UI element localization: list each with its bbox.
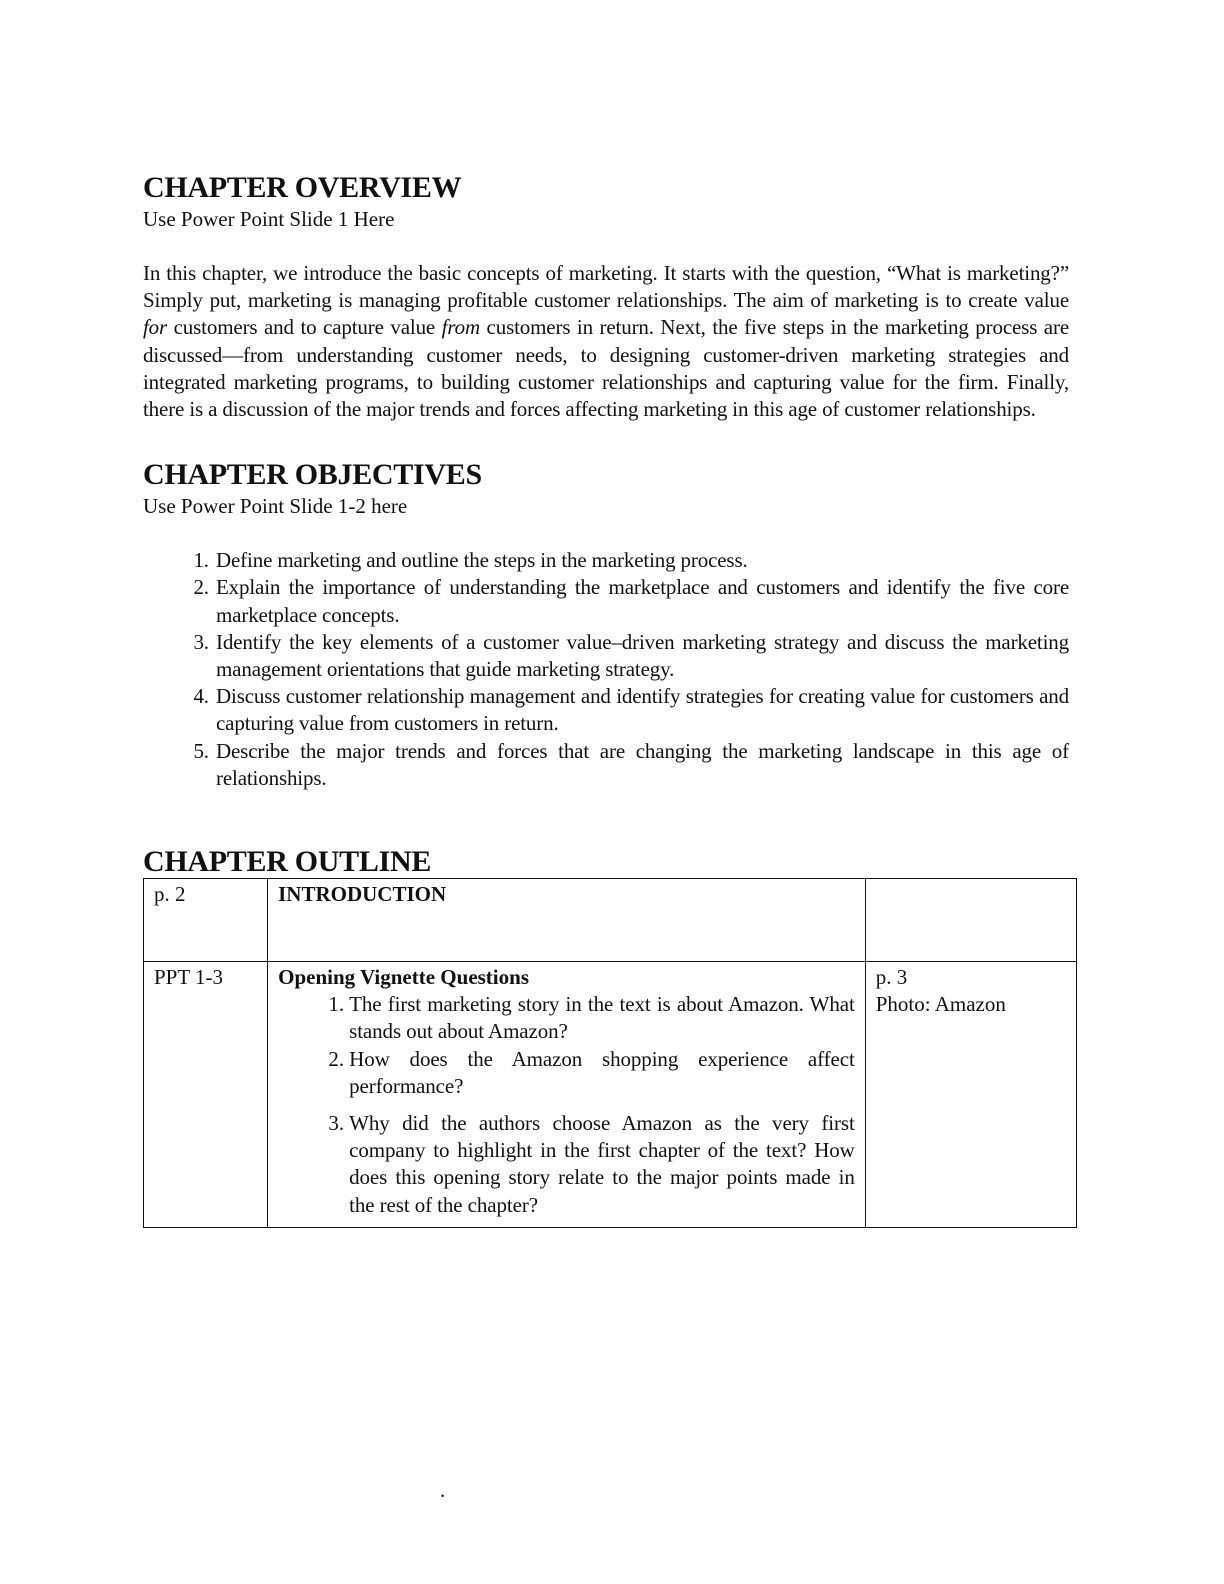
table-row: [144, 962, 1077, 1228]
vignette-heading: Opening Vignette Questions: [278, 965, 529, 990]
overview-text-2: customers and to capture value: [167, 315, 442, 340]
outline-title: CHAPTER OUTLINE: [143, 845, 432, 879]
overview-title: CHAPTER OVERVIEW: [143, 171, 462, 204]
outline-table: [143, 878, 1077, 1228]
vignette-question: 3. Why did the authors choose Amazon as the very first company to highlight in the first chapter of the text? How does this opening story relate to the major points made in the rest of the chapter?: [349, 1110, 855, 1219]
objective-item: 2. Explain the importance of understanding the marketplace and customers and identify the five core marketplace concepts.: [214, 574, 1069, 628]
notes-cell: [865, 962, 1076, 1228]
content-cell: [268, 879, 866, 962]
vignette-question: 1. The first marketing story in the text is about Amazon. What stands out about Amazon?: [349, 991, 855, 1045]
table-row: [144, 879, 1077, 962]
objective-item: 3. Identify the key elements of a customer value–driven marketing strategy and discuss the marketing management orientations that guide marketing strategy.: [214, 629, 1069, 683]
overview-emphasis-from: from: [441, 315, 480, 340]
photo-note: Photo: Amazon: [875, 992, 1006, 1017]
page-ref-cell: p. 2: [144, 879, 268, 962]
objectives-ppt-note: Use Power Point Slide 1-2 here: [143, 494, 408, 519]
overview-paragraph: [143, 260, 1069, 423]
introduction-heading: INTRODUCTION: [278, 882, 447, 907]
objective-item: 5. Describe the major trends and forces that are changing the marketing landscape in this age of relationships.: [214, 738, 1069, 792]
page-ref-note: p. 3: [875, 965, 908, 990]
notes-cell: [865, 879, 1076, 962]
ppt-ref-cell: PPT 1-3: [144, 962, 268, 1228]
overview-emphasis-for: for: [143, 315, 168, 340]
objectives-title: CHAPTER OBJECTIVES: [143, 458, 482, 492]
vignette-question: 2. How does the Amazon shopping experience affect performance?: [349, 1046, 855, 1100]
footer-mark: .: [440, 1478, 446, 1502]
overview-text-1: In this chapter, we introduce the basic concepts of marketing. It starts with the question, “What is marketing?” Simply put, marketing is managing profitable customer relationships. The aim of marketing is to create value: [143, 261, 1069, 313]
objective-item: 1. Define marketing and outline the steps in the marketing process.: [214, 547, 1069, 574]
vignette-questions-list: [278, 991, 855, 1219]
document-page: [143, 170, 1069, 1228]
objectives-list: [143, 547, 1069, 792]
overview-ppt-note: Use Power Point Slide 1 Here: [143, 207, 395, 231]
overview-text-3: customers in return. Next, the five steps in the marketing process are discussed—from understanding customer needs, to designing customer-driven marketing strategies and integrated marketing programs, to building customer relationships and capturing value for the firm. Finally, there is a discussion of the major trends and forces affecting marketing in this age of customer relationships.: [143, 315, 1069, 422]
objective-item: 4. Discuss customer relationship management and identify strategies for creating value for customers and capturing value from customers in return.: [214, 683, 1069, 737]
content-cell: [268, 962, 866, 1228]
